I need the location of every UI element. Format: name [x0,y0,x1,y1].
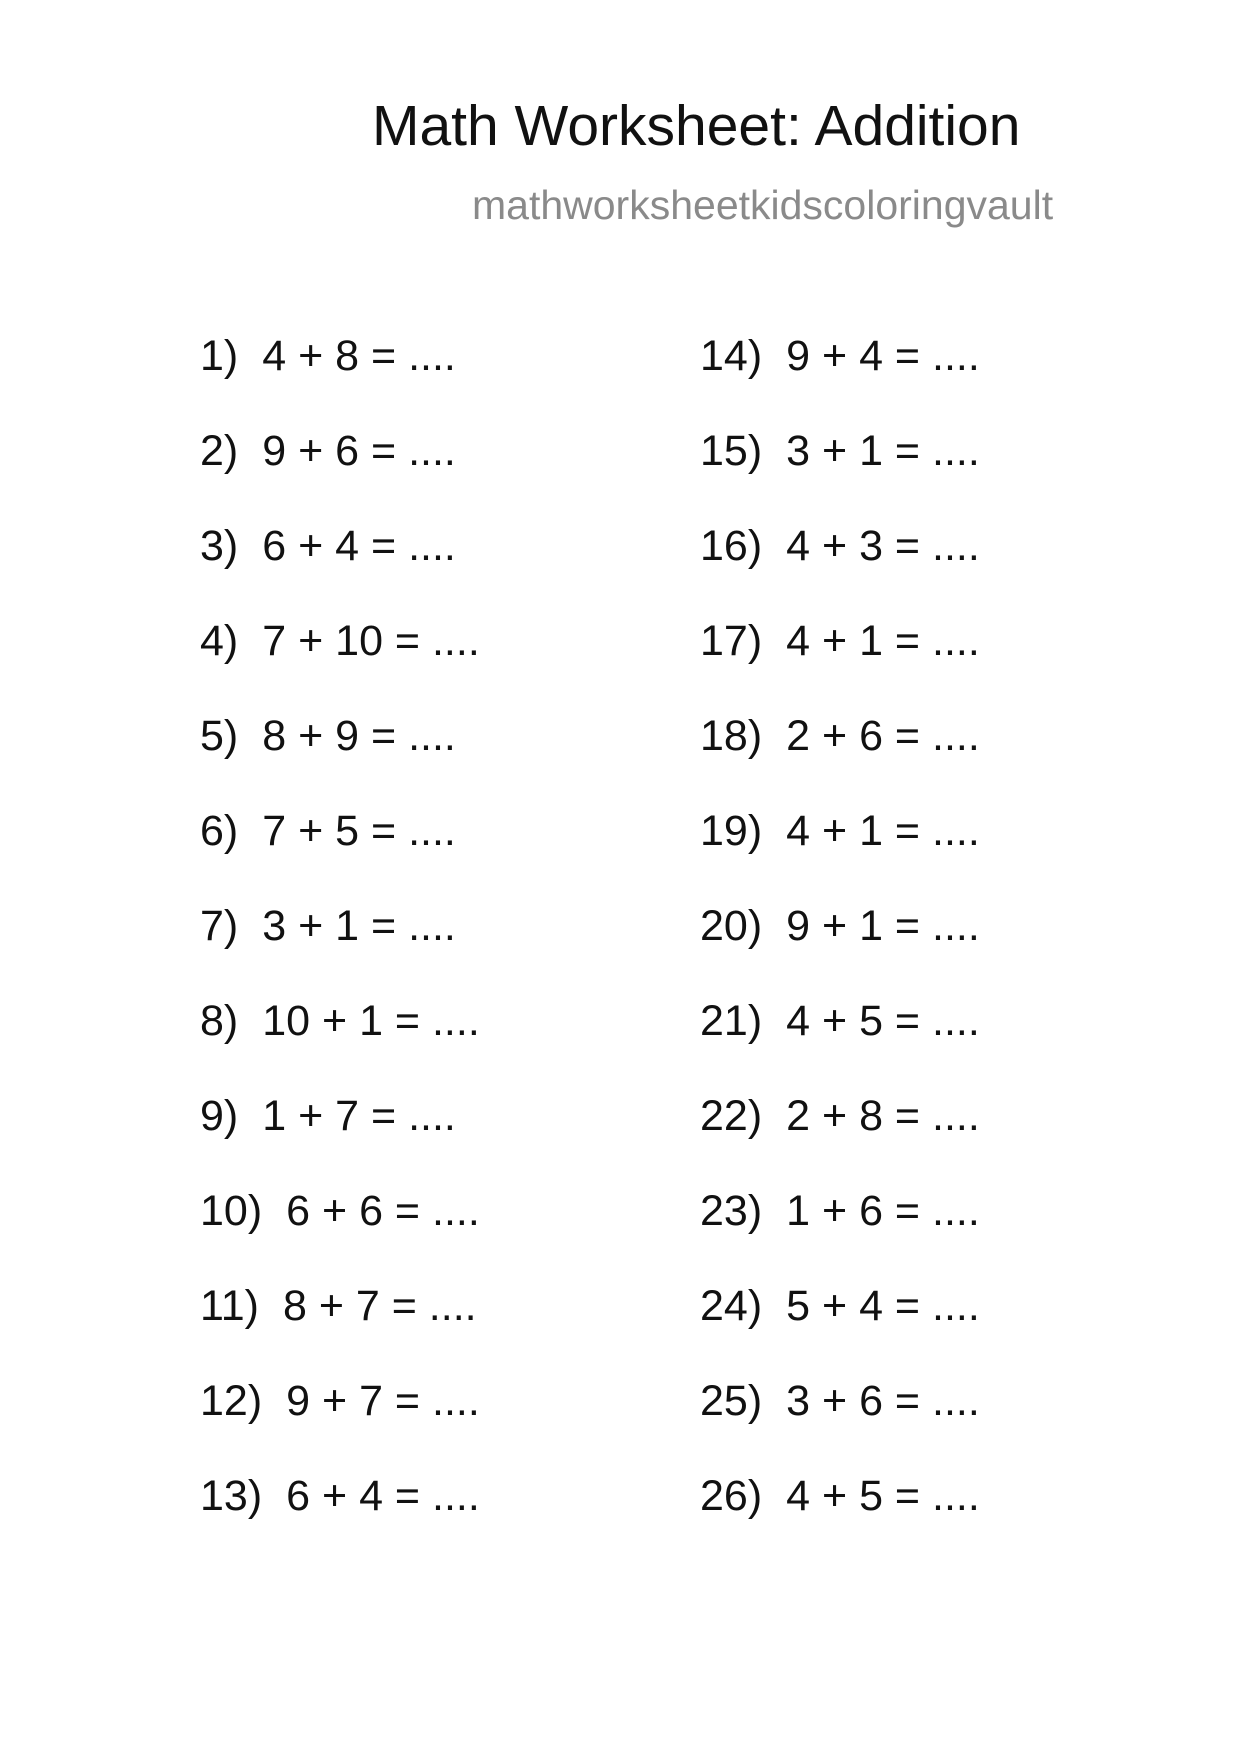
problem-item [700,617,1140,715]
problem-number: 21) [700,997,763,1045]
problem-expression: 3 + 1 = .... [262,902,456,950]
problem-column-right [700,332,1140,1570]
problem-number: 20) [700,902,763,950]
problem-expression: 9 + 1 = .... [786,902,980,950]
problem-item [200,997,640,1095]
problem-number: 15) [700,427,763,475]
problem-expression: 4 + 1 = .... [786,617,980,665]
problem-item [700,1187,1140,1285]
problem-item [200,902,640,1000]
problem-expression: 4 + 1 = .... [786,807,980,855]
problem-item [700,332,1140,430]
problem-expression: 9 + 4 = .... [786,332,980,380]
problem-item [200,1187,640,1285]
problem-number: 18) [700,712,763,760]
problem-expression: 2 + 6 = .... [786,712,980,760]
problem-expression: 4 + 5 = .... [786,997,980,1045]
problem-expression: 6 + 6 = .... [286,1187,480,1235]
problem-number: 10) [200,1187,263,1235]
problem-item [200,522,640,620]
problem-list [200,332,1100,1615]
problem-expression: 3 + 1 = .... [786,427,980,475]
problem-number: 2) [200,427,239,475]
problem-expression: 7 + 10 = .... [262,617,480,665]
problem-number: 9) [200,1092,239,1140]
problem-number: 23) [700,1187,763,1235]
problem-item [700,1092,1140,1190]
problem-expression: 8 + 7 = .... [282,1282,477,1330]
problem-item [700,522,1140,620]
problem-expression: 6 + 4 = .... [286,1472,480,1520]
problem-number: 1) [200,332,239,380]
problem-item [200,712,640,810]
problem-item [200,1377,640,1475]
page-subtitle: mathworksheetkidscoloringvault [472,182,1054,228]
problem-expression: 2 + 8 = .... [786,1092,980,1140]
problem-number: 12) [200,1377,263,1425]
problem-number: 17) [700,617,763,665]
problem-number: 4) [200,617,239,665]
problem-number: 16) [700,522,763,570]
problem-number: 22) [700,1092,763,1140]
problem-item [700,1377,1140,1475]
problem-item [200,1092,640,1190]
problem-expression: 9 + 6 = .... [262,427,456,475]
problem-item [200,807,640,905]
problem-number: 6) [200,807,239,855]
problem-number: 7) [200,902,239,950]
problem-item [700,1472,1140,1570]
problem-number: 26) [700,1472,763,1520]
problem-expression: 7 + 5 = .... [262,807,456,855]
problem-number: 14) [700,332,763,380]
problem-number: 24) [700,1282,763,1330]
problem-item [200,1472,640,1570]
problem-number: 25) [700,1377,763,1425]
problem-number: 5) [200,712,239,760]
problem-expression: 5 + 4 = .... [786,1282,980,1330]
problem-number: 8) [200,997,239,1045]
problem-expression: 1 + 7 = .... [262,1092,456,1140]
problem-item [200,1282,640,1380]
problem-expression: 3 + 6 = .... [786,1377,980,1425]
problem-expression: 6 + 4 = .... [262,522,456,570]
problem-item [200,332,640,430]
problem-item [700,902,1140,1000]
problem-column-left [200,332,640,1570]
problem-item [700,1282,1140,1380]
problem-expression: 10 + 1 = .... [262,997,480,1045]
problem-expression: 9 + 7 = .... [286,1377,480,1425]
problem-expression: 4 + 5 = .... [786,1472,980,1520]
problem-expression: 4 + 8 = .... [262,332,456,380]
problem-item [200,427,640,525]
problem-expression: 8 + 9 = .... [262,712,456,760]
problem-number: 3) [200,522,239,570]
problem-item [700,997,1140,1095]
problem-number: 11) [200,1282,259,1330]
problem-item [700,807,1140,905]
problem-item [700,712,1140,810]
problem-expression: 4 + 3 = .... [786,522,980,570]
page-title: Math Worksheet: Addition [372,94,1021,158]
problem-item [200,617,640,715]
problem-expression: 1 + 6 = .... [786,1187,980,1235]
problem-number: 19) [700,807,763,855]
problem-item [700,427,1140,525]
problem-number: 13) [200,1472,263,1520]
